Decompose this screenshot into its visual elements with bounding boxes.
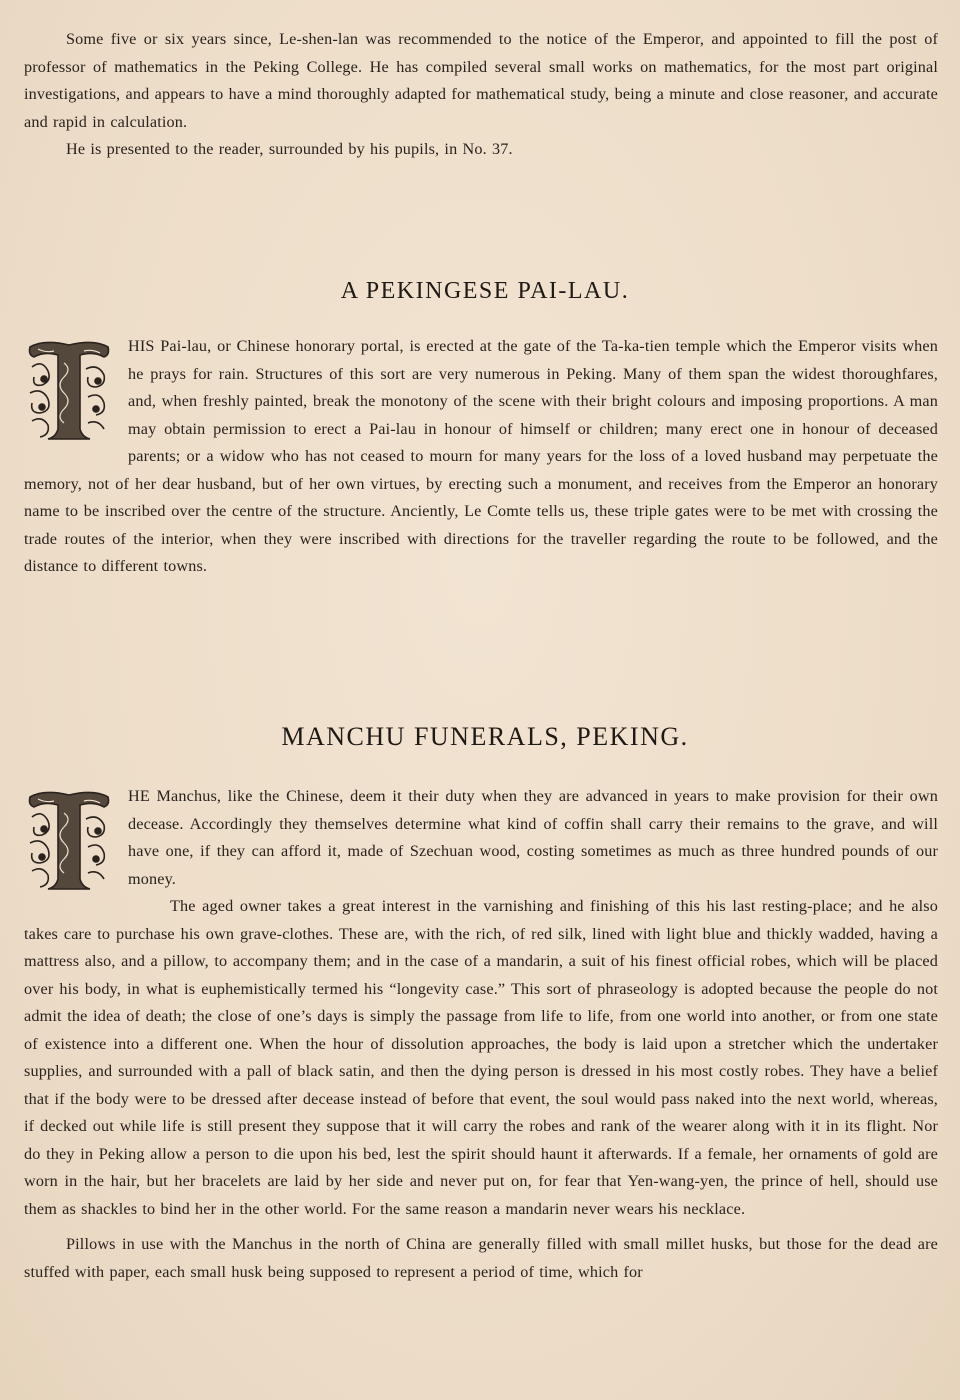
- manchu-section: [24, 783, 938, 1286]
- pailau-section: [24, 333, 938, 581]
- manchu-paragraph-3: Pillows in use with the Manchus in the north of China are generally filled with small millet husks, but those for the dead are stuffed with paper, each small husk being supposed to represent a period of time, which for: [24, 1235, 938, 1281]
- intro-paragraph-2: He is presented to the reader, surrounded by his pupils, in No. 37.: [66, 140, 513, 158]
- manchu-paragraph-2: The aged owner takes a great interest in the varnishing and finishing of this his last resting-place; and he also takes care to purchase his own grave-clothes. These are, with the rich, of red silk, lined with light blue and thickly wadded, having a mattress also, and a pillow, to accompany them; and in the case of a mandarin, a suit of his finest official robes, which will be placed over his body, in what is euphemistically termed his “longevity case.” This sort of phraseology is adopted because the people do not admit the idea of death; the close of one’s days is simply the passage from life to life, from one world into another, or from one state of existence into a different one. When the hour of dissolution approaches, the body is laid upon a stretcher which the undertaker supplies, and surrounded with a pall of black satin, and then the dying person is dressed in his most costly robes. They have a belief that if the body were to be dressed after decease instead of before that event, the soul would pass naked into the next world, whereas, if decked out while life is still present they suppose that it will carry the robes and rank of the wearer along with it in its flight. Nor do they in Peking allow a person to die upon his bed, lest the spirit should haunt it afterwards. If a female, her ornaments of gold are worn in the hair, but her bracelets are laid by her side and never put on, for fear that Yen-wang-yen, the prince of hell, should use them as shackles to bind her in the other world. For the same reason a mandarin never wears his necklace.: [24, 897, 938, 1218]
- section-title-pailau: A PEKINGESE PAI-LAU.: [340, 278, 630, 304]
- ornamental-dropcap-t-icon: [24, 787, 114, 895]
- manchu-paragraph-1: HE Manchus, like the Chinese, deem it their duty when they are advanced in years to make provision for their own decease. Accordingly they themselves determine what kind of coffin shall carry their remains to the grave, and will have one, if they can afford it, made of Szechuan wood, costing sometimes as much as three hundred pounds of our money.: [128, 787, 938, 888]
- section-title-manchu: MANCHU FUNERALS, PEKING.: [281, 722, 689, 751]
- ornamental-dropcap-t-icon: [24, 337, 114, 445]
- intro-paragraph-1: Some five or six years since, Le-shen-lan was recommended to the notice of the Emperor, and appointed to fill the post of professor of mathematics in the Peking College. He has compiled several small works on mathematics, for the most part original investigations, and appears to have a mind thoroughly adapted for mathematical study, being a minute and close reasoner, and accurate and rapid in calculation.: [24, 30, 938, 131]
- pailau-paragraph: HIS Pai-lau, or Chinese honorary portal, is erected at the gate of the Ta-ka-tien temple which the Emperor visits when he prays for rain. Structures of this sort are very numerous in Peking. Many of them span the widest thoroughfares, and, when freshly painted, break the monotony of the scene with their bright colours and imposing proportions. A man may obtain permission to erect a Pai-lau in honour of himself or children; many erect one in honour of deceased parents; or a widow who has not ceased to mourn for many years for the loss of a loved husband may perpetuate the memory, not of her dear husband, but of her own virtues, by erecting such a monument, and receives from the Emperor an honorary name to be inscribed over the centre of the structure. Anciently, Le Comte tells us, these triple gates were to be met with crossing the trade routes of the interior, when they were inscribed with directions for the traveller regarding the route to be followed, and the distance to different towns.: [24, 337, 938, 575]
- intro-section: [24, 26, 938, 164]
